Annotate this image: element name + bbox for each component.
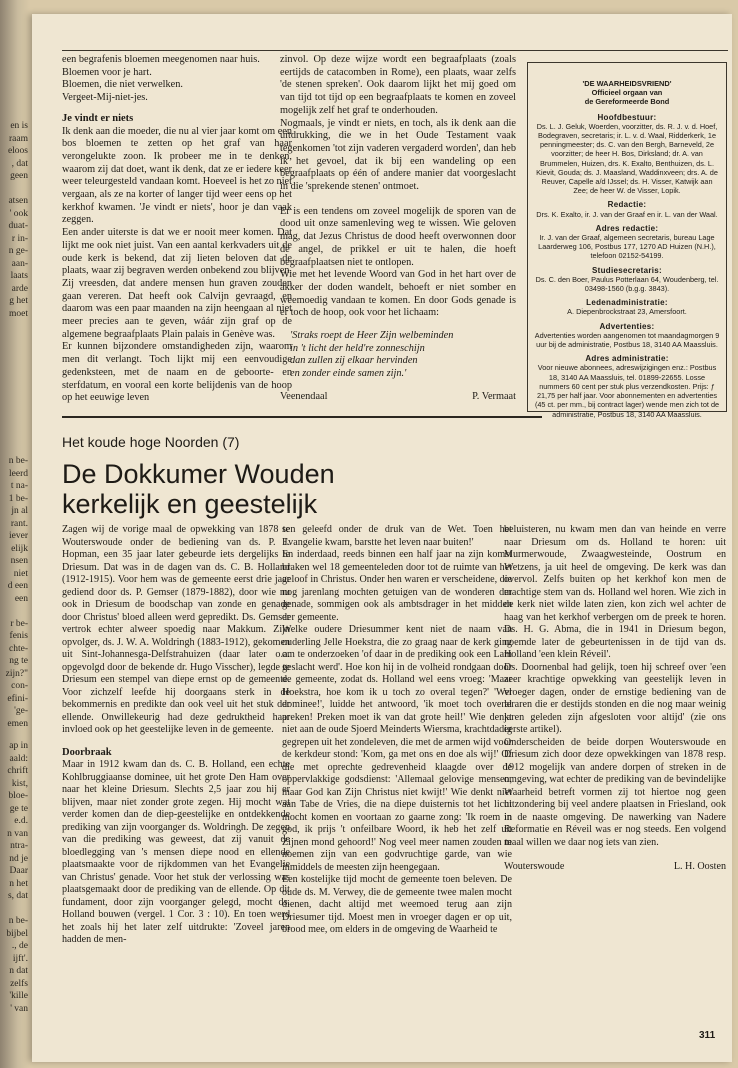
masthead-text: Ir. J. van der Graaf, algemeen secretaris, bureau Lage Laarderweg 106, Postbus 177, 1270 AD Huizen (N.H.), telefoon 02152-54199. xyxy=(538,233,716,261)
edge-fragment-line: efini- xyxy=(7,693,28,704)
signature-author: P. Vermaat xyxy=(472,390,516,402)
masthead-subtitle: Officieel orgaan van de Gereformeerde Bond xyxy=(584,88,670,107)
edge-fragment-line: arde xyxy=(11,283,28,294)
signature-place: Veenendaal xyxy=(280,390,328,402)
edge-fragment-line: g het xyxy=(9,296,28,306)
edge-fragment-line: con- xyxy=(11,681,28,691)
edge-fragment-line: ng te xyxy=(9,656,28,666)
edge-fragment-line: 'kille xyxy=(9,991,28,1001)
edge-fragment-line: rant. xyxy=(10,518,28,529)
article-kicker: Het koude hoge Noorden (7) xyxy=(62,434,240,450)
article-column-1 xyxy=(62,524,290,947)
edge-fragment-line: atsen xyxy=(8,196,28,206)
masthead-text: Ds. C. den Boer, Paulus Potterlaan 64, Woudenberg, tel. 03498-1560 (b.g.g. 3843). xyxy=(535,274,719,294)
intro-line: Vergeet-Mij-niet-jes. xyxy=(62,92,148,104)
masthead-heading: Redactie: xyxy=(607,200,647,210)
edge-fragment-line: ntra- xyxy=(10,841,28,851)
masthead-heading: Adres redactie: xyxy=(595,223,659,233)
paragraph: Ds. Doornenbal had gelijk, toen hij schreef over 'een zeer krachtige opwekking van geestelijk leven in vroeger dagen, onder de ernstige bediening van de leraren die er destijds stonden en die nog maar weinig jaren geleden zijn afgesloten voor altijd' (zie ons eerste artikel). xyxy=(504,661,726,735)
previous-page-edge xyxy=(0,0,30,1068)
masthead-text: Advertenties worden aangenomen tot maandagmorgen 9 uur bij de administratie, Postbus 18, 3140 AA Maassluis. xyxy=(534,330,720,350)
signature-place: Wouterswoude xyxy=(504,861,565,872)
poem-line: in 't licht der held're zonneschijn xyxy=(290,342,425,354)
edge-fragment-line: 'ge- xyxy=(14,706,28,716)
edge-fragments-top xyxy=(8,120,28,320)
top-article-column-1 xyxy=(62,54,292,405)
signature xyxy=(280,391,516,404)
edge-fragment-line: eloos xyxy=(7,146,28,156)
edge-fragment-line: d een xyxy=(7,581,28,591)
edge-fragment-line: r in- xyxy=(11,233,28,244)
edge-fragment-line: 1 be- xyxy=(8,493,28,504)
paragraph: Een kostelijke tijd mocht de gemeente toen beleven. De oude ds. M. Verwey, die de gemeente twee malen mocht dienen, dacht altijd met weemoed terug aan zijn Driesumer tijd. Moest men in vroeger dagen er op uit, brood mee, om elders in de omgeving de Waarheid te xyxy=(282,874,512,935)
paragraph: Een ander uiterste is dat we er nooit meer komen. Dat lijkt me ook niet juist. Van een aantal kerkvaders uit de oude kerk is bekend, dat zij lieten beloven dat de plaats, waar zij begraven werden onbekend zou blijven. Zij vreesden, dat andere mensen hun graven zouden gaan vereren. Dat heeft ook Calvijn gevraagd, en daarom was een paar maanden na zijn heengaan al niet meer precies aan te geven, wáár zijn graf op de algemene begraafplaats Plain palais in Genève was. xyxy=(62,227,292,340)
edge-fragment-line: n be- xyxy=(8,916,28,926)
masthead-title: 'DE WAARHEIDSVRIEND' xyxy=(582,79,672,88)
intro-line: Bloemen voor je hart. xyxy=(62,66,152,78)
edge-fragment-line: leerd xyxy=(9,468,28,479)
edge-fragment-line: laats xyxy=(10,271,28,281)
edge-fragment-line: zijn?" xyxy=(5,668,28,679)
signature xyxy=(504,861,726,874)
signature-author: L. H. Oosten xyxy=(673,861,726,872)
edge-fragment-line: bloe- xyxy=(8,791,28,801)
edge-fragment-line: moet xyxy=(9,308,28,319)
section-divider xyxy=(62,416,542,418)
edge-fragment-line xyxy=(6,903,28,916)
edge-fragment-line: n het xyxy=(9,878,28,889)
edge-fragment-line: ' van xyxy=(10,1003,28,1014)
edge-fragment-line: n van xyxy=(7,828,28,839)
paragraph: Er is een tendens om zoveel mogelijk de sporen van de dood uit onze samenleving weg te wissen. Wie geloven mag, dat Jezus Christus de dood heeft overwonnen door de angel, de prikkel er uit te halen, die hoeft begraafplaatsen niet te ontlopen. xyxy=(280,205,516,268)
paragraph: Welke oudere Driesummer kent niet de naam van ouderling Jelle Hoekstra, die zo graag naar de kerk ging om te onderzoeken 'of daar in de prediking ook een Lam geslacht werd'. Hoe kon hij in de volheid rondgaan door de gemeente, zodat ds. Holland wel eens vroeg: 'Maar Hoekstra, hoe kom ik u toch zo overal tegen?' 'Wel dominee!', luidde het antwoord, 'ik moet toch overal preken! Preken moet ik van dat grote heil!' Wie denkt niet aan de oude Sjoerd Meinderts Wiersma, krachtdadig gegrepen uit het zondeleven, die met de armen wijd voor de kerkdeur stond: 'Kom, ga met ons en doe als wij!' Of die met oprechte gedrevenheid klaagde over de oppervlakkige godsdienst: 'Allemaal gelovige mensen, maar God kan Zijn Christus niet kwijt!' Wie denkt niet aan Tabe de Vries, die na diepe duisternis tot het licht mocht komen en voortaan zo gaarne zong: 'Ik roem in god, ik prijs 't onfeilbare Woord, ik heb het zelf uit Zijnen mond gehoord!' Nog veel meer namen zouden te noemen zijn van een godvruchtige garde, van wie inmiddels de meesten zijn heengegaan. xyxy=(282,624,512,873)
paragraph: Zagen wij de vorige maal de opwekking van 1878 te Wouterswoude onder de bediening van ds. P. J. Hopman, een 35 jaar later gebeurde iets dergelijks te Driesum. Dat was in de dagen van ds. C. B. Holland (1912-1915). Voor hem was de gemeente eerst drie jaar gediend door ds. P. Gemser (1879-1882), door wie nu ook in Driesum de boodschap van zonde en genade door Christus' bloed alleen werd gepredikt. Ds. Gemser vertrok echter alweer spoedig naar Makkum. Zijn opvolger, ds. J. W. A. Woldringh (1883-1912), gekomen uit Sint-Johannesga-Delfstrahuizen (daar later o.a. opgevolgd door de bekende dr. Hugo Visscher), legde te Driesum een stempel van diepe ernst op de gemeente. Voor zichzelf leefde hij doorgaans sterk in de bekommernis en predikte dan ook veel uit het stuk der ellende. Onwillekeurig had deze gedruktheid haar invloed ook op het geestelijke leven in de gemeente. xyxy=(62,524,290,735)
edge-fragment-line: aan- xyxy=(11,258,28,269)
masthead-text: Drs. K. Exalto, ir. J. van der Graaf en ir. L. van der Waal. xyxy=(536,209,718,219)
masthead-heading: Advertenties: xyxy=(599,321,655,331)
masthead-text: Ds. L. J. Geluk, Woerden, voorzitter, ds. R. J. v. d. Hoef, Bodegraven, secretaris; ir. L. v. d. Waal, Ridderkerk, 1e penningmeester; ds. C. van den Bergh, Barneveld, 2e voorzitter; de heer H. Bos, Dirksland; dr. A. van Brummelen, Huizen, drs. K. Exalto, Benthuizen, ds. L. Kievit, Gouda; ds. J. Maasland, Waddinxveen; drs. A. de Reuver, Capelle a/d IJssel; ds. H. Visser, Katwijk aan Zee; de heer W. de Visser, Lopik. xyxy=(536,121,718,196)
edge-fragment-line: ., de xyxy=(11,941,28,951)
edge-fragment-line: ' ook xyxy=(9,208,28,219)
intro-line: Bloemen, die niet verwelken. xyxy=(62,79,183,91)
edge-fragment-line: zelfs xyxy=(10,978,28,989)
edge-fragments-bottom xyxy=(6,740,28,1015)
article-title: De Dokkumer Wouden kerkelijk en geestelijk xyxy=(62,459,335,519)
edge-fragment-line: ap in xyxy=(9,741,28,751)
paragraph: Nogmaals, je vindt er niets, en toch, als ik denk aan die uitdrukking, die we in het Oude Testament vaak tegenkomen 'tot zijn vaderen vergaderd worden', dan heb ik het gevoel, dat ik bij een wandeling op een begraafplaats op één of andere manier dat voorgeslacht in die 'sprekende stenen' ontmoet. xyxy=(280,117,516,193)
edge-fragment-line: jn al xyxy=(11,506,28,516)
edge-fragment-line: bijbel xyxy=(6,928,28,939)
edge-fragment-line xyxy=(6,605,28,618)
top-rule xyxy=(62,50,728,51)
edge-fragment-line: nd je xyxy=(9,853,28,864)
edge-fragment-line: t na- xyxy=(10,481,28,491)
masthead-box xyxy=(527,62,727,419)
poem-line: en zonder einde samen zijn.' xyxy=(290,368,407,380)
paragraph: Ik denk aan die moeder, die nu al vier jaar komt om een bos bloemen te zetten op het graf van haar verongelukte zoon. Ik probeer me in te denken, waarom zij dat doet, want ik denk, dat ze er iedere keer weer teleurgesteld vandaan komt. Hoeveel is het zo niet vergaan, als ze na korter of langer tijd weer eens op het kerkhof kwamen. 'Je vindt er niets', hoor je dan vaak zeggen. xyxy=(62,125,292,226)
paragraph: En inderdaad, reeds binnen een half jaar na zijn komst braken wel 18 gemeenteleden door tot de ruimte van het geloof in Christus. Onder hen waren er verscheidene, die nog jarenlang mochten getuigen van de wonderen der genade, sommigen ook als ambtsdrager in het midden der gemeente. xyxy=(282,549,512,623)
article-column-3 xyxy=(504,524,726,874)
paragraph: Onderscheiden de beide dorpen Wouterswoude en Driesum zich door deze opwekkingen van 1878 resp. 1912 mogelijk van andere dorpen of streken in de omgeving, wat echter de prediking van de bevindelijke Waarheid betreft vormen zij tot hiertoe nog geen uitzondering bij veel andere plaatsen in Friesland, ook in de naaste omgeving. De nawerking van Nadere Reformatie en Réveil was er nog steeds. Een volgend maal willen we daar nog iets van zien. xyxy=(504,736,726,848)
top-article-column-2 xyxy=(280,54,516,404)
edge-fragment-line: s, dat xyxy=(7,891,28,901)
paragraph: beluisteren, nu kwam men dan van heinde en verre naar Driesum om ds. Holland te horen: uit Murmerwoude, Zwaagwesteinde, Oostrum en Wetzens, ja uit heel de omgeving. De kerk was dan overvol. Zelfs buiten op het kerkhof kon men de machtige stem van ds. Holland wel horen. Wie zich in de kerk niet wilde laten zien, kon zich wel achter de haag van het kerkhof verbergen om de preek te horen. Ds. H. G. Abma, die in 1941 in Driesum begon, noemde later de gebeurtenissen in de tijd van ds. Holland 'een klein Réveil'. xyxy=(504,524,726,660)
paragraph: sen geleefd onder de druk van de Wet. Toen het Evangelie kwam, barstte het leven naar buiten!' xyxy=(282,524,512,548)
edge-fragment-line: ijft'. xyxy=(12,953,28,964)
edge-fragment-line: r be- xyxy=(10,618,28,629)
edge-fragment-line: emen xyxy=(7,718,28,729)
edge-fragment-line: n be- xyxy=(8,456,28,466)
paragraph: Wie met het levende Woord van God in het hart over de akker der doden wandelt, behoeft er niet somber en weemoedig vandaan te komen. En door Gods genade is er toch de hoop, ook voor het lichaam: xyxy=(280,269,516,319)
article-column-2 xyxy=(282,524,512,937)
paragraph: Er kunnen bijzondere omstandigheden zijn, waarom men dit verlangt. Toch lijkt mij een eenvoudige gedenksteen, met de naam en de geboorte- en sterfdatum, en vooral een korte belijdenis van de hoop op het eeuwige leven xyxy=(62,341,292,404)
edge-fragment-line: duat- xyxy=(8,221,28,231)
edge-fragment-line: een xyxy=(14,593,28,604)
intro-line: een begrafenis bloemen meegenomen naar huis. xyxy=(62,54,260,65)
edge-fragment-line: Daar xyxy=(9,866,28,876)
edge-fragment-line: aald: xyxy=(9,753,28,764)
masthead-heading: Studiesecretaris: xyxy=(591,265,663,275)
masthead-heading: Ledenadministratie: xyxy=(586,298,668,308)
edge-fragment-line: raam xyxy=(9,133,28,144)
edge-fragment-line: geen xyxy=(10,171,28,181)
masthead-heading: Adres administratie: xyxy=(585,354,669,364)
edge-fragment-line: e.d. xyxy=(14,816,28,826)
edge-fragment-line: en is xyxy=(10,121,28,131)
section-heading: Je vindt er niets xyxy=(62,112,134,124)
edge-fragment-line: n ge- xyxy=(8,246,28,256)
masthead-text: A. Diepenbrockstraat 23, Amersfoort. xyxy=(567,307,687,317)
edge-fragment-line: nsen xyxy=(10,556,28,566)
paragraph: Maar in 1912 kwam dan ds. C. B. Holland, een echte Kohlbruggiaanse dominee, uit het grote Den Ham over naar het kleine Driesum. Slechts 2,5 jaar zou hij er blijven, maar niet zonder grote zegen. Hij mocht wat verder komen dan de diep-geestelijke en ontdekkende prediking van zijn voorganger ds. Woldringh. De zegen van die prediking was geweest, dat zij vanuit de bloedlegging van 's mensen diepe nood en ellende plaatsmaakte voor de rijkdommen van het Evangelie van Christus' genade. Voor het stuk der verlossing was plaatsgemaakt door de prediking van de ellende. Op dit fundament, door zijn voorganger gelegd, mocht ds. Holland bouwen (vergel. 1 Cor. 3 : 10). En toen werd het zoals hij het later zelf uitdrukte: 'Zoveel jaren hadden de men- xyxy=(62,759,290,945)
section-heading: Doorbraak xyxy=(62,746,112,758)
edge-fragment-line: niet xyxy=(13,568,28,579)
edge-fragment-line: n dat xyxy=(9,966,28,976)
paragraph: zinvol. Op deze wijze wordt een begraafplaats (zoals eertijds de catacomben in Rome), een plaats, waar zelfs 'de stenen spreken'. Ook daarom lijkt het mij goed om van tijd tot tijd op een begraafplaats te komen en zoveel mogelijk zelf het graf te onderhouden. xyxy=(280,54,516,116)
poem-line: dan zullen zij elkaar hervinden xyxy=(290,355,418,367)
edge-fragments-middle xyxy=(6,455,28,730)
edge-fragment-line: , dat xyxy=(11,158,28,169)
edge-fragment-line: elijk xyxy=(11,543,28,554)
masthead-text: Voor nieuwe abonnees, adreswijzigingen enz.: Postbus 18, 3140 AA Maassluis, tel. 01899-22655. Losse nummers 60 cent per stuk plus verzendkosten. Prijs: ƒ 21,75 per half jaar. Voor abonnementen en advertenties (45 ct. per mm., bij contract lager) wende men zich tot de administratie, Postbus 18, 3140 AA Maassluis. xyxy=(534,363,720,419)
edge-fragment-line: chte- xyxy=(9,643,28,654)
poem xyxy=(290,330,516,381)
poem-line: 'Straks roept de Heer Zijn welbeminden xyxy=(290,330,454,342)
edge-fragment-line: ge te xyxy=(9,803,28,814)
edge-fragment-line: kist, xyxy=(11,778,28,789)
edge-fragment-line: fenis xyxy=(9,631,28,641)
page-number: 311 xyxy=(699,1030,716,1041)
magazine-page xyxy=(32,14,732,1062)
edge-fragment-line: iever xyxy=(9,531,28,541)
edge-fragment-line: chrift xyxy=(7,766,28,776)
masthead-heading: Hoofdbestuur: xyxy=(597,112,657,122)
edge-fragment-line xyxy=(8,183,28,196)
